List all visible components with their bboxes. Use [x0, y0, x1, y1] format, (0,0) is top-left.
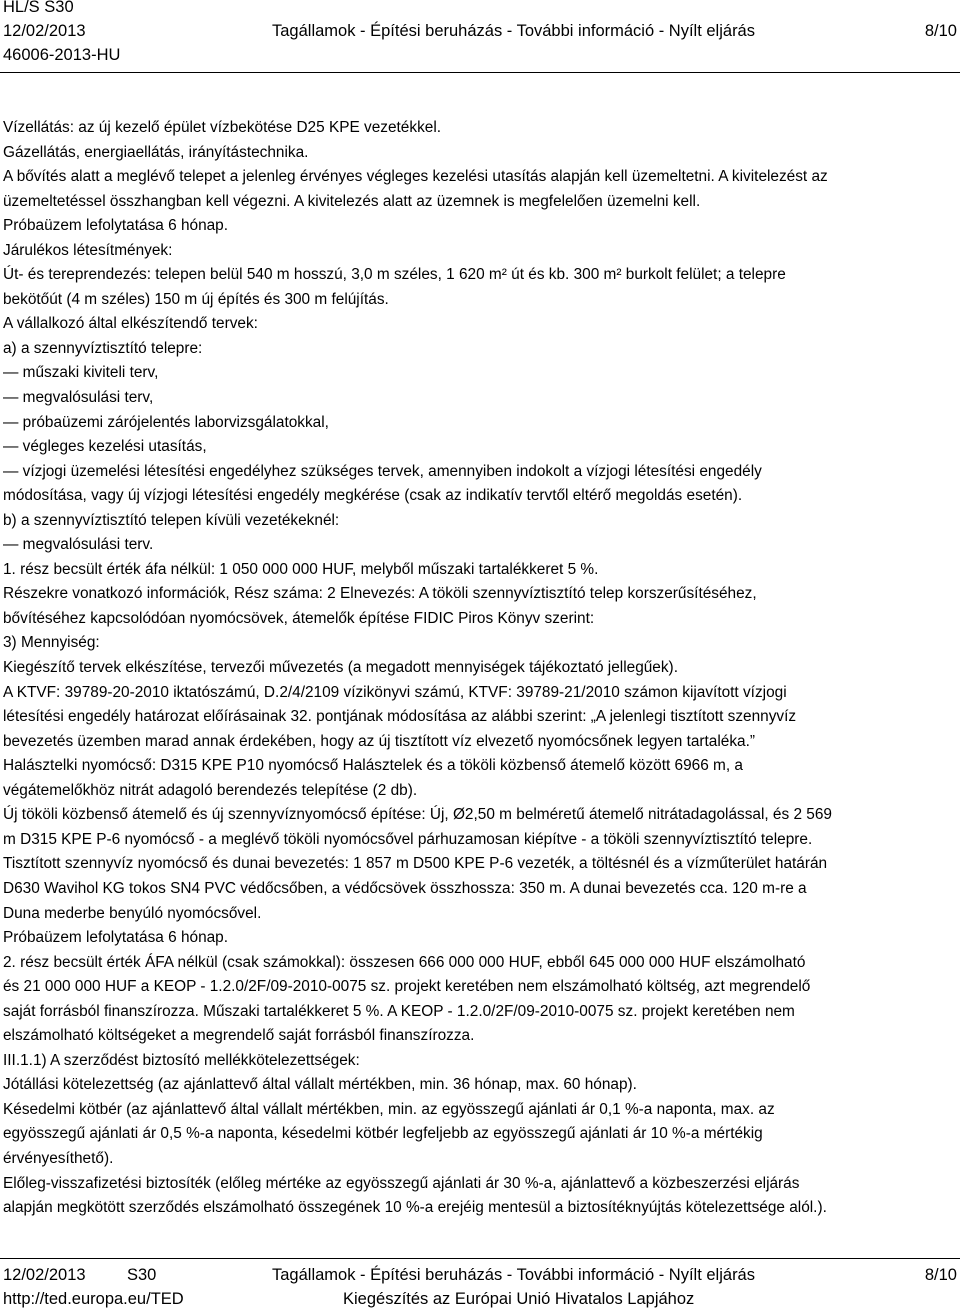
- text-line: III.1.1) A szerződést biztosító mellékkötelezettségek:: [3, 1051, 360, 1069]
- header-doc-code: HL/S S30: [3, 0, 74, 16]
- page-footer: [0, 1258, 960, 1312]
- text-line: saját forrásból finanszírozza. Műszaki tartalékkeret 5 %. A KEOP - 1.2.0/2F/09-2010-0075 sz. projekt keretében nem: [3, 1002, 795, 1020]
- text-line: b) a szennyvíztisztító telepen kívüli vezetékeknél:: [3, 511, 340, 529]
- text-line: A KTVF: 39789-20-2010 iktatószámú, D.2/4/2109 vízikönyvi számú, KTVF: 39789-21/2010 számon kijavított vízjogi: [3, 683, 787, 701]
- text-line: Tisztított szennyvíz nyomócső és dunai bevezetés: 1 857 m D500 KPE P-6 vezeték, a töltésnél és a vízműterület határán: [3, 855, 828, 873]
- text-line: Késedelmi kötbér (az ajánlattevő által vállalt mértékben, min. az egyösszegű ajánlati ár 0,1 %-a naponta, max. az: [3, 1100, 775, 1118]
- text-line: elszámolható költségeket a megrendelő saját forrásból finanszírozza.: [3, 1027, 475, 1045]
- footer-series: S30: [127, 1266, 157, 1284]
- text-line: a) a szennyvíztisztító telepre:: [3, 339, 203, 357]
- text-line: Duna mederbe benyúló nyomócsővel.: [3, 904, 262, 922]
- text-line: Próbaüzem lefolytatása 6 hónap.: [3, 217, 229, 235]
- text-line: módosítása, vagy új vízjogi létesítési engedély megkérése (csak az indikatív tervtől eltérő megoldás esetén).: [3, 487, 743, 505]
- footer-date: 12/02/2013: [3, 1266, 86, 1284]
- text-line: Próbaüzem lefolytatása 6 hónap.: [3, 929, 229, 947]
- text-line: m D315 KPE P-6 nyomócső - a meglévő tököli nyomócsővel párhuzamosan kiépítve - a tököli szennyvíztisztító telepre.: [3, 830, 813, 848]
- footer-page-number: 8/10: [924, 1266, 957, 1284]
- text-line: bevezetés üzemben marad annak érdekében, hogy az új tisztított víz elvezető nyomócsőnek legyen tartaléka.”: [3, 732, 755, 750]
- text-line: — megvalósulási terv.: [3, 536, 154, 554]
- text-line: üzemeltetéssel összhangban kell végezni. A kivitelezés alatt az üzemnek is megfelelően üzemelni kell.: [3, 192, 701, 210]
- text-line: végátemelőkhöz nitrát adagoló berendezés telepítése (2 db).: [3, 781, 418, 799]
- text-line: — megvalósulási terv,: [3, 389, 154, 407]
- text-line: és 21 000 000 HUF a KEOP - 1.2.0/2F/09-2010-0075 sz. projekt keretében nem elszámolható költség, azt megrendelő: [3, 978, 811, 996]
- text-line: — műszaki kiviteli terv,: [3, 364, 159, 382]
- text-line: Jótállási kötelezettség (az ajánlattevő által vállalt mértékben, min. 36 hónap, max. 60 hónap).: [3, 1076, 637, 1094]
- document-body: [3, 116, 958, 1221]
- text-line: létesítési engedély határozat előírásainak 32. pontjának módosítása az alábbi szerint: „A jelenlegi tisztított szennyvíz: [3, 708, 797, 726]
- footer-url: http://ted.europa.eu/TED: [3, 1290, 184, 1308]
- text-line: Halásztelki nyomócső: D315 KPE P10 nyomócső Halásztelek és a tököli közbenső átemelő között 6966 m, a: [3, 757, 743, 775]
- text-line: alapján megkötött szerződés elszámolható összegének 10 %-a erejéig mentesül a biztosítéknyújtás kötelezettsége alól.).: [3, 1199, 827, 1217]
- text-line: Kiegészítő tervek elkészítése, tervezői művezetés (a megadott mennyiségek tájékoztató jellegűek).: [3, 659, 678, 677]
- text-line: D630 Wavihol KG tokos SN4 PVC védőcsőben, a védőcsövek összhossza: 350 m. A dunai bevezetés cca. 120 m-re a: [3, 879, 807, 897]
- text-line: A bővítés alatt a meglévő telepet a jelenleg érvényes végleges kezelési utasítás alapján kell üzemeltetni. A kivitelezést az: [3, 168, 828, 186]
- text-line: Út- és tereprendezés: telepen belül 540 m hosszú, 3,0 m széles, 1 620 m² út és kb. 300 m² burkolt felület; a telepre: [3, 266, 786, 284]
- text-line: bekötőút (4 m széles) 150 m új építés és 300 m felújítás.: [3, 290, 389, 308]
- text-line: Járulékos létesítmények:: [3, 241, 173, 259]
- text-line: Új tököli közbenső átemelő és új szennyvíznyomócső építése: Új, Ø2,50 m belméretű átemelő nitrátadagolással, és 2 569: [3, 806, 832, 824]
- page-header: [0, 0, 960, 73]
- text-line: egyösszegű ajánlati ár 0,5 %-a naponta, késedelmi kötbér legfeljebb az egyösszegű ajánlati ár 10 %-a mértékig: [3, 1125, 763, 1143]
- text-line: bővítéséhez kapcsolódóan nyomócsövek, átemelők építése FIDIC Piros Könyv szerint:: [3, 609, 595, 627]
- text-line: — vízjogi üzemelési létesítési engedélyhez szükséges tervek, amennyiben indokolt a vízjogi létesítési engedély: [3, 462, 762, 480]
- text-line: 2. rész becsült érték ÁFA nélkül (csak számokkal): összesen 666 000 000 HUF, ebből 645 000 000 HUF elszámolható: [3, 953, 806, 971]
- text-line: Gázellátás, energiaellátás, irányítástechnika.: [3, 143, 309, 161]
- footer-title: Tagállamok - Építési beruházás - További információ - Nyílt eljárás: [272, 1266, 755, 1284]
- text-line: Részekre vonatkozó információk, Rész száma: 2 Elnevezés: A tököli szennyvíztisztító telep korszerűsítéséhez,: [3, 585, 757, 603]
- header-page-number: 8/10: [924, 22, 957, 40]
- text-line: — próbaüzemi zárójelentés laborvizsgálatokkal,: [3, 413, 329, 431]
- text-line: A vállalkozó által elkészítendő tervek:: [3, 315, 258, 333]
- footer-subtitle: Kiegészítés az Európai Unió Hivatalos Lapjához: [343, 1290, 695, 1308]
- text-line: 3) Mennyiség:: [3, 634, 100, 652]
- header-title: Tagállamok - Építési beruházás - További információ - Nyílt eljárás: [272, 22, 755, 40]
- text-line: érvényesíthető).: [3, 1149, 114, 1167]
- header-notice-id: 46006-2013-HU: [3, 46, 121, 64]
- text-line: Előleg-visszafizetési biztosíték (előleg mértéke az egyösszegű ajánlati ár 30 %-a, ajánlattevő a közbeszerzési eljárás: [3, 1174, 800, 1192]
- text-line: Vízellátás: az új kezelő épület vízbekötése D25 KPE vezetékkel.: [3, 119, 442, 136]
- text-line: 1. rész becsült érték áfa nélkül: 1 050 000 000 HUF, melyből műszaki tartalékkeret 5 %.: [3, 560, 599, 578]
- header-date: 12/02/2013: [3, 22, 86, 40]
- text-line: — végleges kezelési utasítás,: [3, 438, 207, 456]
